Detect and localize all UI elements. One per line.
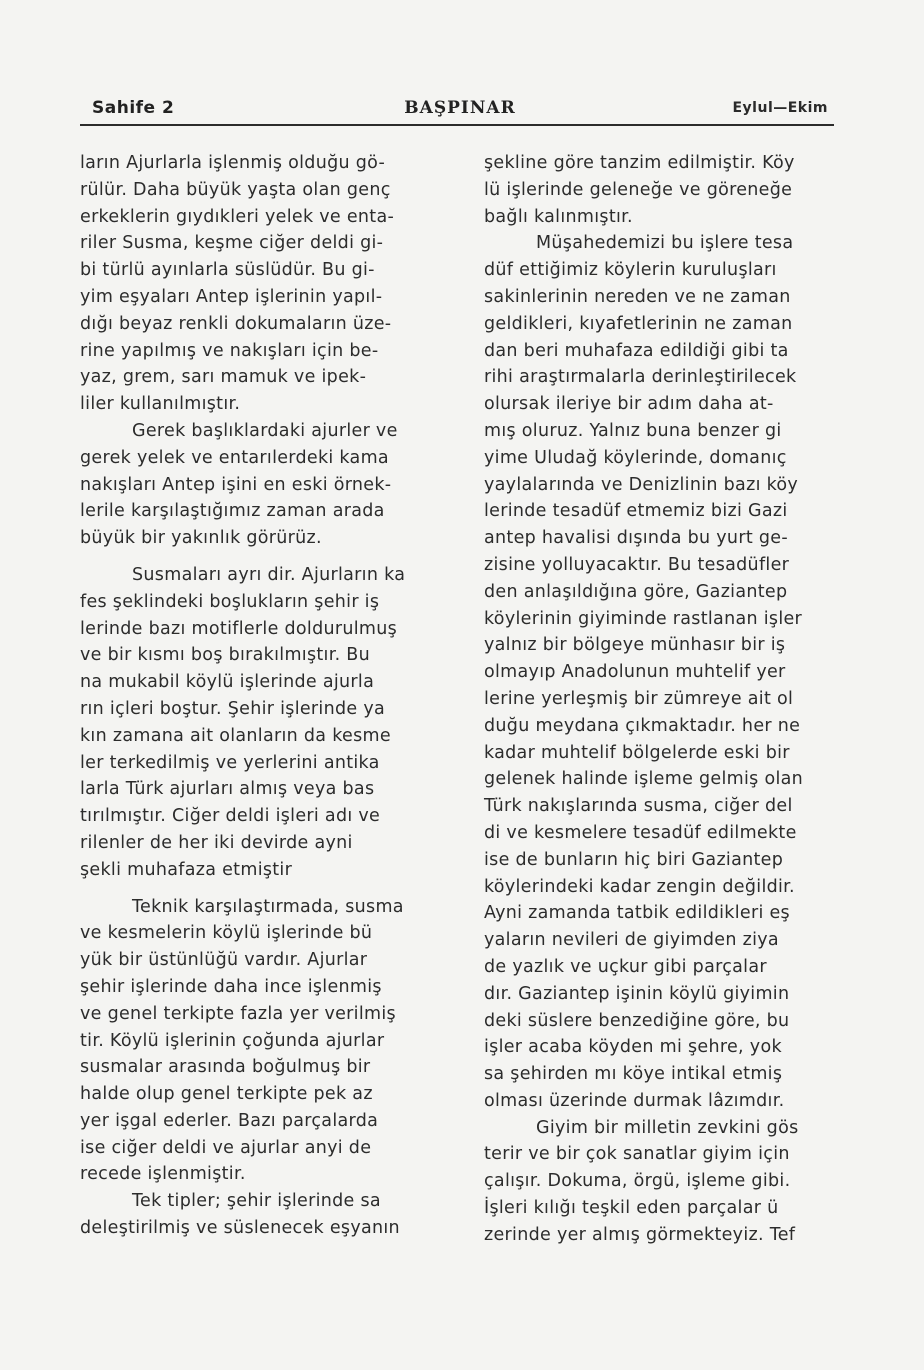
text-line: olması üzerinde durmak lâzımdır. <box>484 1090 785 1111</box>
text-line: rın içleri boştur. Şehir işlerinde ya <box>80 698 386 719</box>
text-line: Gerek başlıklardaki ajurler ve <box>132 420 398 441</box>
text-line: de yazlık ve uçkur gibi parçalar <box>484 956 767 977</box>
paragraph <box>484 150 850 230</box>
paragraph <box>80 894 446 1189</box>
text-line: ve genel terkipte fazla yer verilmiş <box>80 1003 396 1024</box>
text-line: sakinlerinin nereden ve ne zaman <box>484 286 791 307</box>
text-line: Türk nakışlarında susma, ciğer del <box>484 796 793 817</box>
text-line: gelenek halinde işleme gelmiş olan <box>484 769 804 790</box>
text-line: bi türlü ayınlarla süslüdür. Bu gi- <box>80 260 375 281</box>
text-line: ise de bunların hiç biri Gaziantep <box>484 849 784 870</box>
text-line: köylerindeki kadar zengin değildir. <box>484 876 795 897</box>
left-text-column <box>80 150 446 1242</box>
paragraph <box>80 562 446 884</box>
text-line: liler kullanılmıştır. <box>80 394 241 415</box>
text-line: ve bir kısmı boş bırakılmıştır. Bu <box>80 645 371 666</box>
header-rule <box>80 124 834 126</box>
text-line: rihi araştırmalarla derinleştirilecek <box>484 367 797 388</box>
paragraph <box>484 1115 850 1249</box>
text-line: yaların nevileri de giyimden ziya <box>484 930 779 951</box>
text-line: na mukabil köylü işlerinde ajurla <box>80 672 375 693</box>
paragraph <box>80 150 446 418</box>
text-line: kadar muhtelif bölgelerde eski bir <box>484 742 790 763</box>
text-line: susmalar arasında boğulmuş bir <box>80 1057 371 1078</box>
text-line: kın zamana ait olanların da kesme <box>80 725 391 746</box>
paragraph <box>80 418 446 552</box>
text-line: zerinde yer almış görmekteyiz. Tef <box>484 1224 796 1245</box>
text-line: deki süslere benzediğine göre, bu <box>484 1010 790 1031</box>
text-line: dığı beyaz renkli dokumaların üze- <box>80 313 392 334</box>
text-line: tırılmıştır. Ciğer deldi işleri adı ve <box>80 806 381 827</box>
text-line: lerine yerleşmiş bir zümreye ait ol <box>484 688 794 709</box>
text-line: Tek tipler; şehir işlerinde sa <box>132 1191 381 1212</box>
page-number-label: Sahife 2 <box>92 98 175 118</box>
text-line: bağlı kalınmıştır. <box>484 206 633 227</box>
text-line: yaylalarında ve Denizlinin bazı köy <box>484 474 799 495</box>
right-text-column <box>484 150 850 1249</box>
text-line: antep havalisi dışında bu yurt ge- <box>484 528 788 549</box>
publication-title: BAŞPINAR <box>404 98 516 118</box>
text-line: rilenler de her iki devirde ayni <box>80 832 353 853</box>
text-line: lerinde bazı motiflerle doldurulmuş <box>80 618 398 639</box>
text-line: köylerinin giyiminde rastlanan işler <box>484 608 803 629</box>
text-line: lerile karşılaştığımız zaman arada <box>80 501 385 522</box>
text-line: lerinde tesadüf etmemiz bizi Gazi <box>484 501 788 522</box>
text-line: yer işgal ederler. Bazı parçalarda <box>80 1110 379 1131</box>
text-line: fes şeklindeki boşlukların şehir iş <box>80 591 380 612</box>
text-line: gerek yelek ve entarılerdeki kama <box>80 447 389 468</box>
text-line: sa şehirden mı köye intikal etmiş <box>484 1064 783 1085</box>
text-line: deleştirilmiş ve süslenecek eşyanın <box>80 1218 400 1239</box>
text-line: halde olup genel terkipte pek az <box>80 1084 373 1105</box>
text-line: Müşahedemizi bu işlere tesa <box>536 233 794 254</box>
text-line: rülür. Daha büyük yaşta olan genç <box>80 179 391 200</box>
text-line: riler Susma, keşme ciğer deldi gi- <box>80 233 384 254</box>
text-line: rine yapılmış ve nakışları için be- <box>80 340 379 361</box>
text-line: yim eşyaları Antep işlerinin yapıl- <box>80 286 383 307</box>
text-line: çalışır. Dokuma, örgü, işleme gibi. <box>484 1171 791 1192</box>
text-line: larla Türk ajurları almış veya bas <box>80 779 375 800</box>
text-line: den anlaşıldığına göre, Gaziantep <box>484 581 788 602</box>
text-line: dır. Gaziantep işinin köylü giyimin <box>484 983 790 1004</box>
text-line: olmayıp Anadolunun muhtelif yer <box>484 662 786 683</box>
text-line: duğu meydana çıkmaktadır. her ne <box>484 715 801 736</box>
text-line: Teknik karşılaştırmada, susma <box>132 896 404 917</box>
text-line: ve kesmelerin köylü işlerinde bü <box>80 923 373 944</box>
issue-date-label: Eylul—Ekim <box>732 100 828 116</box>
text-line: düf ettiğimiz köylerin kuruluşları <box>484 260 777 281</box>
text-line: nakışları Antep işini en eski örnek- <box>80 474 392 495</box>
text-line: zisine yolluyacaktır. Bu tesadüfler <box>484 554 790 575</box>
text-line: işler acaba köyden mi şehre, yok <box>484 1037 782 1058</box>
text-line: erkeklerin gıydıkleri yelek ve enta- <box>80 206 395 227</box>
text-line: şekline göre tanzim edilmiştir. Köy <box>484 153 795 173</box>
text-line: yük bir üstünlüğü vardır. Ajurlar <box>80 950 368 971</box>
text-line: şehir işlerinde daha ince işlenmiş <box>80 976 382 997</box>
text-line: büyük bir yakınlık görürüz. <box>80 528 322 549</box>
text-line: ise ciğer deldi ve ajurlar anyi de <box>80 1137 372 1158</box>
text-line: yime Uludağ köylerinde, domanıç <box>484 447 787 468</box>
page-header <box>80 94 834 124</box>
text-line: ler terkedilmiş ve yerlerini antika <box>80 752 380 773</box>
text-line: tir. Köylü işlerinin çoğunda ajurlar <box>80 1030 385 1051</box>
text-line: yalnız bir bölgeye münhasır bir iş <box>484 635 786 656</box>
text-line: şekli muhafaza etmiştir <box>80 859 293 880</box>
text-line: lü işlerinde geleneğe ve göreneğe <box>484 179 793 200</box>
text-line: İşleri kılığı teşkil eden parçalar ü <box>484 1198 779 1219</box>
text-line: Ayni zamanda tatbik edildikleri eş <box>484 903 790 924</box>
text-line: ların Ajurlarla işlenmiş olduğu gö- <box>80 153 386 173</box>
text-line: di ve kesmelere tesadüf edilmekte <box>484 822 797 843</box>
text-line: geldikleri, kıyafetlerinin ne zaman <box>484 313 793 334</box>
text-line: recede işlenmiştir. <box>80 1164 246 1185</box>
paragraph <box>484 230 850 1114</box>
text-line: Susmaları ayrı dir. Ajurların ka <box>132 564 406 585</box>
text-line: terir ve bir çok sanatlar giyim için <box>484 1144 790 1165</box>
text-line: Giyim bir milletin zevkini gös <box>536 1117 799 1138</box>
text-line: yaz, grem, sarı mamuk ve ipek- <box>80 367 367 388</box>
text-line: mış oluruz. Yalnız buna benzer gi <box>484 420 782 441</box>
paragraph <box>80 1188 446 1242</box>
text-line: dan beri muhafaza edildiği gibi ta <box>484 340 789 361</box>
text-line: olursak ileriye bir adım daha at- <box>484 394 774 415</box>
